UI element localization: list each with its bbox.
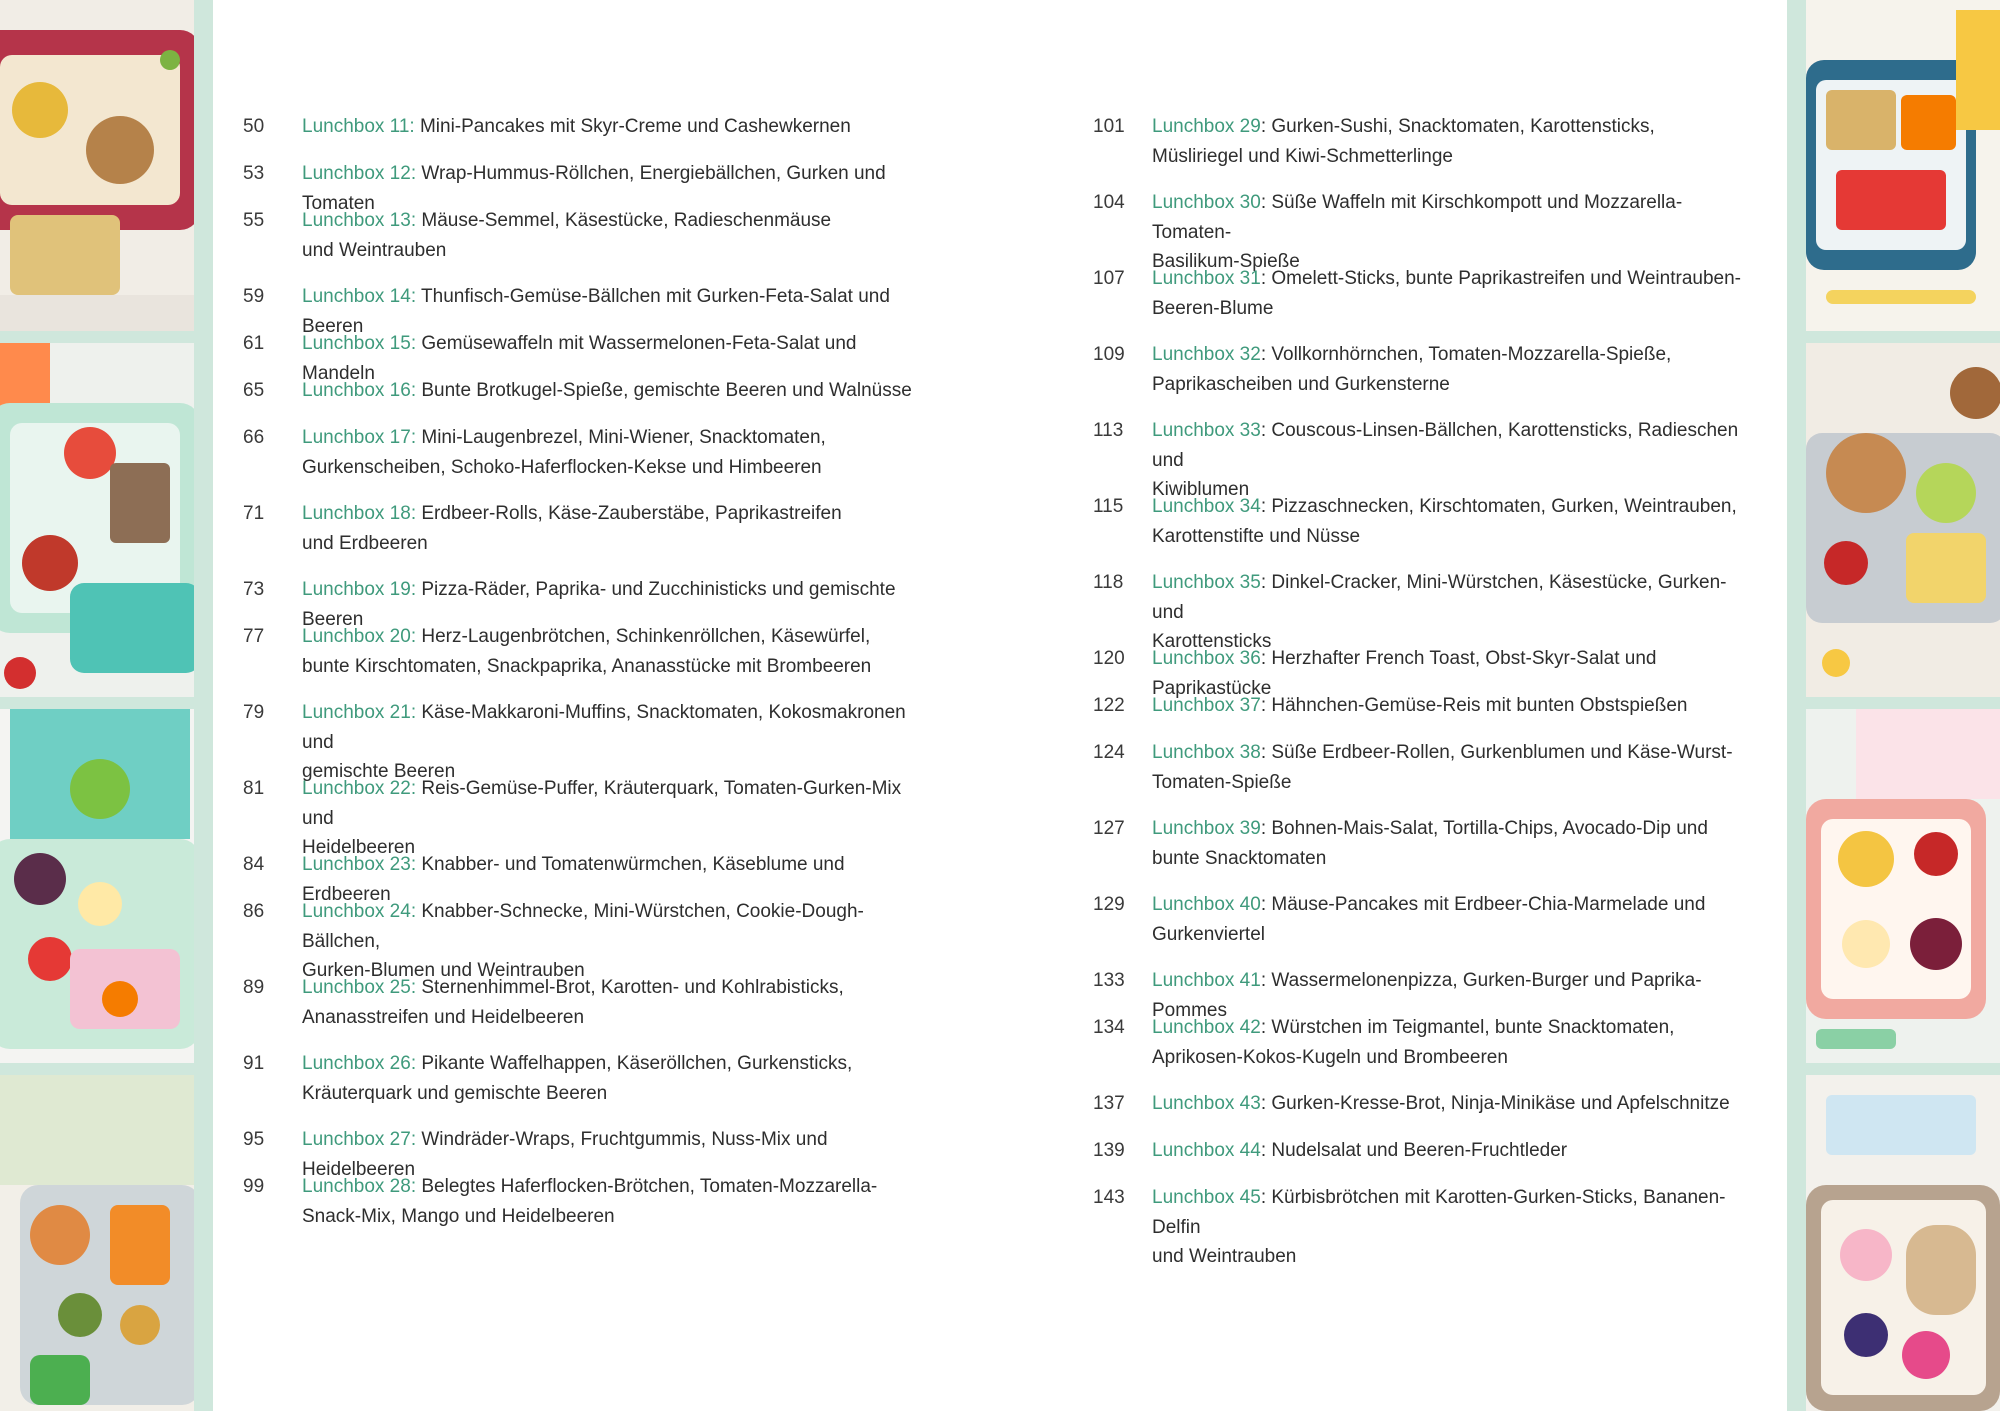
page-number: 122 — [1093, 695, 1125, 716]
lunchbox-label: Lunchbox 39 — [1152, 818, 1261, 839]
page-number: 55 — [243, 210, 265, 231]
page-number: 134 — [1093, 1017, 1125, 1038]
entry-text: : Bohnen-Mais-Salat, Tortilla-Chips, Avocado-Dip und — [1260, 818, 1708, 839]
lunchbox-label: Lunchbox 13: — [302, 210, 417, 231]
page-number: 50 — [243, 116, 265, 137]
entry-text: Müsliriegel und Kiwi-Schmetterlinge — [1152, 145, 1453, 167]
page-number: 89 — [243, 977, 265, 998]
page-number: 99 — [243, 1176, 265, 1197]
lunchbox-photo-3 — [0, 709, 194, 1063]
page-number: 124 — [1093, 742, 1125, 763]
entry-text: : Süße Erdbeer-Rollen, Gurkenblumen und Käse-Wurst- — [1260, 742, 1733, 763]
lunchbox-photo-6 — [1806, 343, 2000, 697]
lunchbox-label: Lunchbox 16: — [302, 380, 417, 401]
right-photo-strip — [1787, 0, 2000, 1411]
page-number: 104 — [1093, 192, 1125, 213]
lunchbox-label: Lunchbox 33 — [1152, 420, 1261, 441]
entry-text: Erdbeer-Rolls, Käse-Zauberstäbe, Paprikastreifen — [421, 503, 842, 524]
page-number: 53 — [243, 163, 265, 184]
entry-text: Ananasstreifen und Heidelbeeren — [302, 1006, 585, 1028]
entry-text: Kräuterquark und gemischte Beeren — [302, 1082, 608, 1104]
entry-text: Pikante Waffelhappen, Käseröllchen, Gurkensticks, — [421, 1053, 853, 1074]
page-number: 113 — [1093, 420, 1124, 441]
page-number: 118 — [1093, 572, 1124, 593]
entry-text: Karottenstifte und Nüsse — [1152, 525, 1361, 547]
page-number: 65 — [243, 380, 265, 401]
entry-text: Käse-Makkaroni-Muffins, Snacktomaten, Kokosmakronen und — [302, 702, 906, 753]
lunchbox-label: Lunchbox 14: — [302, 286, 417, 307]
entry-text: Reis-Gemüse-Puffer, Kräuterquark, Tomaten-Gurken-Mix und — [302, 778, 902, 829]
entry-text: Mäuse-Semmel, Käsestücke, Radieschenmäuse — [421, 210, 832, 231]
lunchbox-label: Lunchbox 30 — [1152, 192, 1261, 213]
entry-text: : Hähnchen-Gemüse-Reis mit bunten Obstspießen — [1260, 695, 1688, 716]
lunchbox-photo-5 — [1806, 0, 2000, 331]
lunchbox-label: Lunchbox 42 — [1152, 1017, 1261, 1038]
lunchbox-label: Lunchbox 23: — [302, 854, 417, 875]
page-number: 71 — [243, 503, 265, 524]
lunchbox-label: Lunchbox 15: — [302, 333, 417, 354]
lunchbox-photo-2 — [0, 343, 194, 697]
lunchbox-label: Lunchbox 35 — [1152, 572, 1261, 593]
lunchbox-label: Lunchbox 41 — [1152, 970, 1261, 991]
entry-text: Mini-Laugenbrezel, Mini-Wiener, Snacktomaten, — [421, 427, 826, 448]
entry-text: : Dinkel-Cracker, Mini-Würstchen, Käsestücke, Gurken- und — [1152, 572, 1727, 623]
lunchbox-label: Lunchbox 24: — [302, 901, 417, 922]
entry-text: Gurken-Blumen und Weintrauben — [302, 960, 585, 981]
left-photo-strip — [0, 0, 213, 1411]
entry-text: Thunfisch-Gemüse-Bällchen mit Gurken-Feta-Salat und Beeren — [302, 286, 890, 337]
page-number: 73 — [243, 579, 265, 600]
lunchbox-label: Lunchbox 36 — [1152, 648, 1261, 669]
entry-text: Windräder-Wraps, Fruchtgummis, Nuss-Mix und Heidelbeeren — [302, 1129, 828, 1180]
lunchbox-label: Lunchbox 45 — [1152, 1187, 1261, 1208]
page-number: 109 — [1093, 344, 1125, 365]
lunchbox-photo-4 — [0, 1075, 194, 1411]
lunchbox-label: Lunchbox 25: — [302, 977, 417, 998]
entry-text: Snack-Mix, Mango und Heidelbeeren — [302, 1205, 615, 1227]
page-number: 133 — [1093, 970, 1125, 991]
entry-text: : Süße Waffeln mit Kirschkompott und Mozzarella-Tomaten- — [1152, 192, 1683, 243]
lunchbox-label: Lunchbox 43 — [1152, 1093, 1261, 1114]
page-number: 84 — [243, 854, 265, 875]
entry-text: : Vollkornhörnchen, Tomaten-Mozzarella-Spieße, — [1260, 344, 1672, 365]
entry-text: gemischte Beeren — [302, 761, 456, 782]
entry-text: : Omelett-Sticks, bunte Paprikastreifen und Weintrauben- — [1260, 268, 1741, 289]
entry-text: und Erdbeeren — [302, 532, 428, 554]
entry-text: Karottensticks — [1152, 631, 1272, 652]
lunchbox-label: Lunchbox 40 — [1152, 894, 1261, 915]
lunchbox-label: Lunchbox 34 — [1152, 496, 1261, 517]
page-number: 79 — [243, 702, 265, 723]
entry-text: Kiwiblumen — [1152, 479, 1250, 500]
lunchbox-photo-8 — [1806, 1075, 2000, 1411]
page-number: 137 — [1093, 1093, 1125, 1114]
lunchbox-label: Lunchbox 19: — [302, 579, 417, 600]
page-number: 129 — [1093, 894, 1125, 915]
lunchbox-label: Lunchbox 29 — [1152, 116, 1261, 137]
entry-text: Gurkenscheiben, Schoko-Haferflocken-Kekse und Himbeeren — [302, 456, 822, 478]
entry-text: Herz-Laugenbrötchen, Schinkenröllchen, Käsewürfel, — [421, 626, 871, 647]
entry-text: : Gurken-Sushi, Snacktomaten, Karottensticks, — [1260, 116, 1655, 137]
entry-text: : Würstchen im Teigmantel, bunte Snacktomaten, — [1260, 1017, 1675, 1038]
page-number: 143 — [1093, 1187, 1125, 1208]
entry-text: Wrap-Hummus-Röllchen, Energiebällchen, Gurken und Tomaten — [302, 163, 886, 214]
entry-text: : Mäuse-Pancakes mit Erdbeer-Chia-Marmelade und — [1260, 894, 1706, 915]
lunchbox-label: Lunchbox 17: — [302, 427, 417, 448]
lunchbox-label: Lunchbox 18: — [302, 503, 417, 524]
entry-text: Sternenhimmel-Brot, Karotten- und Kohlrabisticks, — [421, 977, 844, 998]
entry-text: Pizza-Räder, Paprika- und Zucchinisticks und gemischte Beeren — [302, 579, 896, 630]
entry-text: : Herzhafter French Toast, Obst-Skyr-Salat und Paprikastücke — [1152, 648, 1657, 699]
entry-text: Tomaten-Spieße — [1152, 771, 1292, 793]
entry-text: bunte Snacktomaten — [1152, 847, 1327, 869]
page-number: 59 — [243, 286, 265, 307]
lunchbox-label: Lunchbox 44 — [1152, 1140, 1261, 1161]
entry-text: Knabber- und Tomatenwürmchen, Käseblume und Erdbeeren — [302, 854, 845, 905]
entry-text: Mini-Pancakes mit Skyr-Creme und Cashewkernen — [419, 116, 851, 137]
entry-text: Heidelbeeren — [302, 837, 416, 858]
page-number: 77 — [243, 626, 265, 647]
page-number: 139 — [1093, 1140, 1125, 1161]
page-number: 127 — [1093, 818, 1125, 839]
entry-text: : Nudelsalat und Beeren-Fruchtleder — [1260, 1140, 1568, 1161]
lunchbox-label: Lunchbox 11: — [302, 116, 415, 137]
lunchbox-label: Lunchbox 22: — [302, 778, 417, 799]
entry-text: Gemüsewaffeln mit Wassermelonen-Feta-Salat und Mandeln — [302, 333, 857, 384]
lunchbox-label: Lunchbox 12: — [302, 163, 417, 184]
lunchbox-label: Lunchbox 21: — [302, 702, 417, 723]
entry-text: Gurkenviertel — [1152, 923, 1265, 945]
lunchbox-label: Lunchbox 27: — [302, 1129, 417, 1150]
entry-text: und Weintrauben — [302, 239, 447, 261]
entry-text: Paprikascheiben und Gurkensterne — [1152, 373, 1450, 395]
entry-text: : Gurken-Kresse-Brot, Ninja-Minikäse und Apfelschnitze — [1260, 1093, 1730, 1114]
page-number: 91 — [243, 1053, 265, 1074]
entry-text: Bunte Brotkugel-Spieße, gemischte Beeren und Walnüsse — [421, 380, 912, 401]
entry-text: : Kürbisbrötchen mit Karotten-Gurken-Sticks, Bananen-Delfin — [1152, 1187, 1726, 1238]
entry-text: bunte Kirschtomaten, Snackpaprika, Ananasstücke mit Brombeeren — [302, 655, 872, 677]
page-number: 66 — [243, 427, 265, 448]
lunchbox-label: Lunchbox 26: — [302, 1053, 417, 1074]
lunchbox-label: Lunchbox 20: — [302, 626, 417, 647]
page-number: 101 — [1093, 116, 1125, 137]
lunchbox-label: Lunchbox 37 — [1152, 695, 1261, 716]
entry-text: Basilikum-Spieße — [1152, 251, 1300, 272]
lunchbox-label: Lunchbox 28: — [302, 1176, 417, 1197]
entry-text: und Weintrauben — [1152, 1246, 1297, 1267]
page-number: 120 — [1093, 648, 1125, 669]
entry-text: : Wassermelonenpizza, Gurken-Burger und Paprika-Pommes — [1152, 970, 1702, 1021]
page-number: 81 — [243, 778, 265, 799]
page-number: 95 — [243, 1129, 265, 1150]
entry-text: : Pizzaschnecken, Kirschtomaten, Gurken, Weintrauben, — [1260, 496, 1737, 517]
page-number: 115 — [1093, 496, 1124, 517]
page-number: 61 — [243, 333, 265, 354]
page-number: 86 — [243, 901, 265, 922]
lunchbox-photo-1 — [0, 0, 194, 331]
lunchbox-label: Lunchbox 31 — [1152, 268, 1261, 289]
entry-text: Belegtes Haferflocken-Brötchen, Tomaten-Mozzarella- — [421, 1176, 878, 1197]
entry-text: Beeren-Blume — [1152, 297, 1274, 319]
lunchbox-label: Lunchbox 38 — [1152, 742, 1261, 763]
lunchbox-label: Lunchbox 32 — [1152, 344, 1261, 365]
entry-text: Aprikosen-Kokos-Kugeln und Brombeeren — [1152, 1046, 1508, 1068]
lunchbox-photo-7 — [1806, 709, 2000, 1063]
entry-text: : Couscous-Linsen-Bällchen, Karottensticks, Radieschen und — [1152, 420, 1739, 471]
entry-text: Knabber-Schnecke, Mini-Würstchen, Cookie-Dough-Bällchen, — [302, 901, 864, 952]
page-number: 107 — [1093, 268, 1125, 289]
